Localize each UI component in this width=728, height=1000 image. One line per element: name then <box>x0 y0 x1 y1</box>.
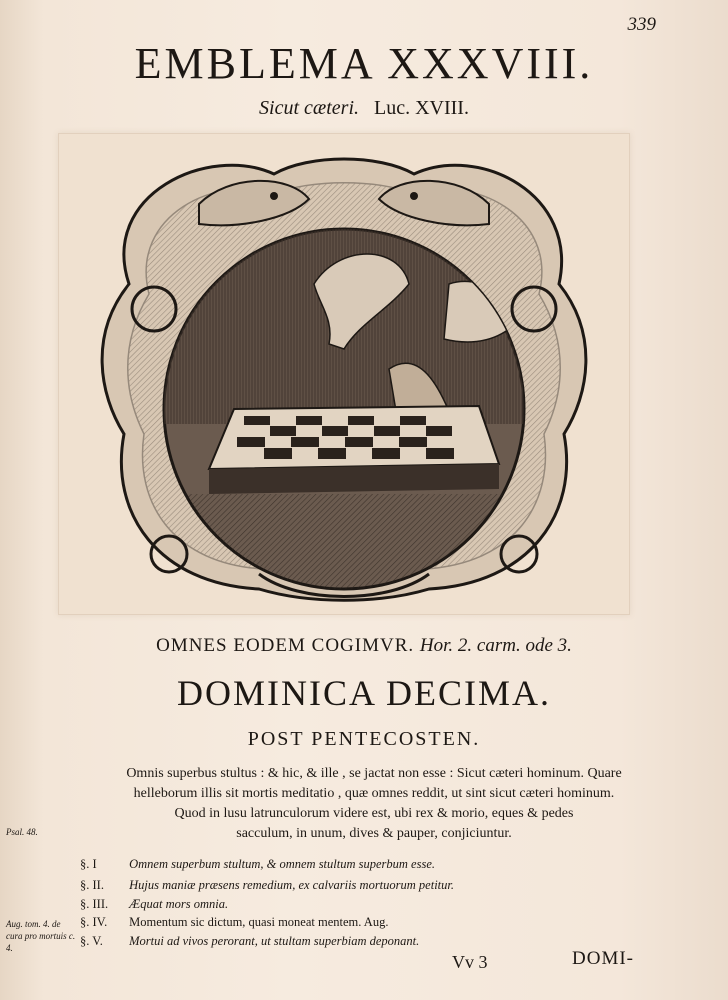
motto-line <box>0 635 728 657</box>
subtitle-quote: Sicut cæteri. <box>259 97 359 119</box>
section-text: Momentum sic dictum, quasi moneat mentem. Aug. <box>129 915 389 929</box>
subtitle-reference: Luc. XVIII. <box>374 97 469 119</box>
section-text: Mortui ad vivos perorant, ut stultam superbiam deponant. <box>129 934 420 948</box>
section-heading: DOMINICA DECIMA. <box>177 673 551 713</box>
section-number: §. III. <box>80 897 109 911</box>
section-number: §. II. <box>80 878 104 892</box>
section-text: Omnem superbum stultum, & omnem stultum superbum esse. <box>129 857 436 871</box>
margin-note-psalm: Psal. 48. <box>6 827 38 837</box>
section-item <box>80 897 228 912</box>
intro-line-2: helleborum illis sit mortis meditatio , quæ omnes reddit, ut sint sicut cæteri hominum. <box>133 786 615 801</box>
section-item <box>80 934 419 949</box>
section-subheading: POST PENTECOSTEN. <box>247 728 481 750</box>
section-text: Æquat mors omnia. <box>129 897 229 911</box>
intro-line-3: Quod in lusu latrunculorum videre est, ubi rex & morio, eques & pedes <box>174 806 574 821</box>
margin-note-augustine: Aug. tom. 4. de cura pro mortuis c. 4. <box>6 919 76 953</box>
engraving-illustration <box>59 134 629 614</box>
motto-reference: Hor. 2. carm. ode 3. <box>419 635 572 656</box>
section-item <box>80 857 435 872</box>
motto-caps: OMNES EODEM COGIMVR. <box>156 635 415 656</box>
page-number: 339 <box>627 14 656 35</box>
section-item <box>80 915 388 930</box>
section-text: Hujus maniæ præsens remedium, ex calvariis mortuorum petitur. <box>129 878 454 892</box>
section-number: §. V. <box>80 934 103 948</box>
subtitle <box>0 97 728 120</box>
signature-mark: Vv 3 <box>452 952 488 972</box>
emblem-title: EMBLEMA XXXVIII. <box>134 39 594 88</box>
section-number: §. IV. <box>80 915 108 929</box>
intro-line-4: sacculum, in unum, dives & pauper, conjiciuntur. <box>236 826 512 841</box>
intro-line-1: Omnis superbus stultus : & hic, & ille , se jactat non esse : Sicut cæteri hominum. Quare <box>126 766 622 781</box>
section-number: §. I <box>80 857 97 871</box>
emblem-engraving <box>58 133 630 615</box>
section-item <box>80 878 454 893</box>
catchword: DOMI- <box>572 948 634 969</box>
